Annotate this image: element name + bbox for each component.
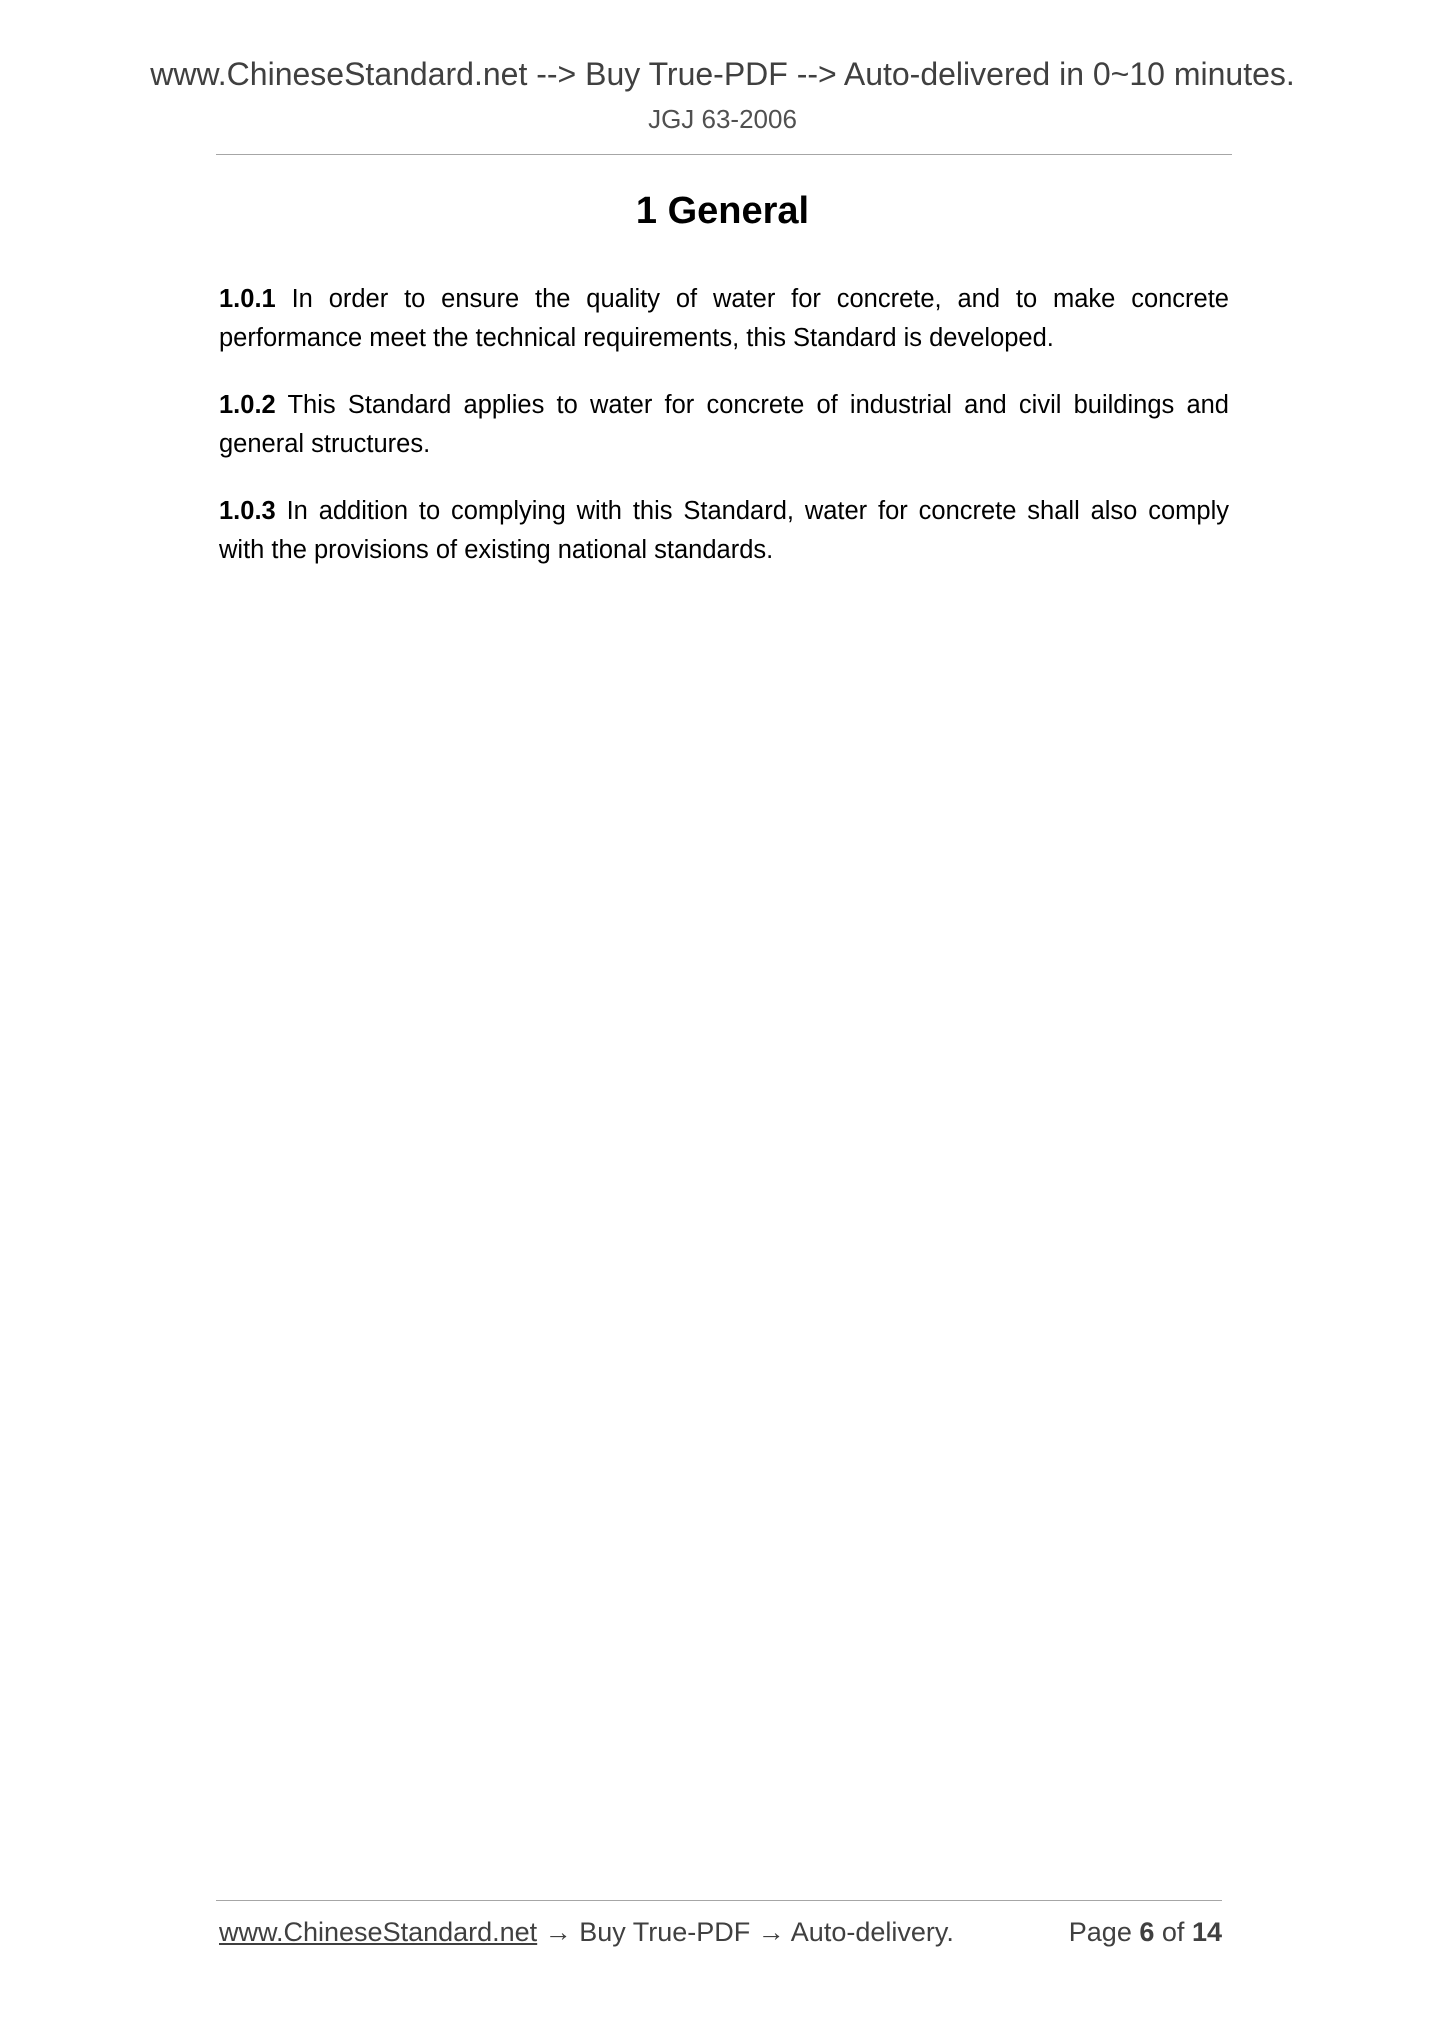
clause-list [219,280,1229,598]
footer [219,1917,1222,1948]
clause-number: 1.0.3 [219,497,276,525]
footer-delivery-text: Auto-delivery. [790,1917,954,1947]
page-total: 14 [1191,1917,1222,1947]
page-label: Page [1068,1917,1132,1947]
page-of-label: of [1161,1917,1185,1947]
header-divider [216,154,1232,155]
clause-text: This Standard applies to water for concrete of industrial and civil buildings and general structures. [219,391,1229,458]
page-title: 1 General [635,190,810,232]
clause-number: 1.0.1 [219,285,276,313]
arrow-right-icon: → [757,1917,785,1947]
footer-website-link[interactable]: www.ChineseStandard.net [219,1917,538,1947]
footer-buy-text: Buy True-PDF [579,1917,751,1947]
page-indicator [1069,1917,1222,1948]
document-code: JGJ 63-2006 [648,104,797,134]
clause-1-0-3 [219,492,1229,570]
clause-1-0-1 [219,280,1229,358]
arrow-right-icon: → [544,1917,572,1947]
page-current: 6 [1139,1917,1155,1947]
footer-divider [216,1900,1222,1901]
clause-1-0-2 [219,386,1229,464]
clause-text: In addition to complying with this Standard, water for concrete shall also comply with the provisions of existing national standards. [219,497,1229,564]
clause-number: 1.0.2 [219,391,276,419]
header-banner: www.ChineseStandard.net --> Buy True-PDF --> Auto-delivered in 0~10 minutes. [150,56,1295,92]
clause-text: In order to ensure the quality of water for concrete, and to make concrete performance meet the technical requirements, this Standard is developed. [219,285,1229,352]
